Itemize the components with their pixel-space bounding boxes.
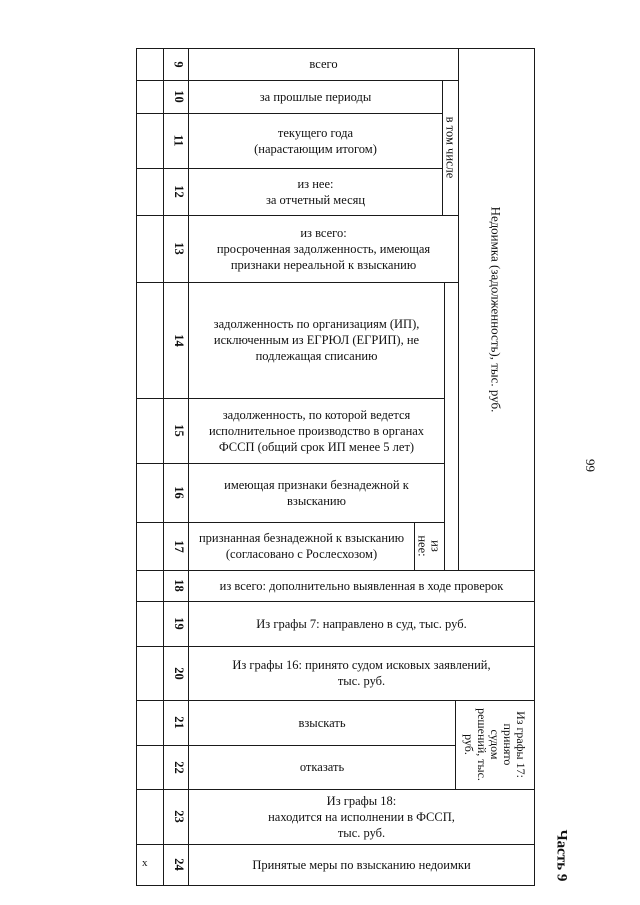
row-label: задолженность по организациям (ИП), исключенным из ЕГРЮЛ (ЕГРИП), не подлежащая списанию xyxy=(213,317,420,363)
row-number: 22 xyxy=(171,760,186,774)
row-number: 12 xyxy=(171,185,186,198)
row-number: 24 xyxy=(171,858,186,871)
group-label-nedoimka: Недоимка (задолженность), тыс. руб. xyxy=(488,206,504,412)
table-border-bottom xyxy=(136,885,535,886)
row-label: текущего года (нарастающим итогом) xyxy=(254,125,377,156)
table-border-left xyxy=(136,48,137,886)
row-number: 20 xyxy=(171,666,186,680)
row-label: из всего: дополнительно выявленная в ходе проверок xyxy=(219,578,504,593)
row-number: 17 xyxy=(171,539,186,553)
row-label: из нее: за отчетный месяц xyxy=(265,176,366,207)
row-label: Принятые меры по взысканию недоимки xyxy=(252,857,471,872)
row-number: 11 xyxy=(171,134,186,147)
x-mark: x xyxy=(142,857,148,869)
row-label: признанная безнадежной к взысканию (согласовано с Рослесхозом) xyxy=(198,531,405,561)
row-label: взыскать xyxy=(298,715,346,730)
row-number: 18 xyxy=(171,579,186,592)
row-number: 13 xyxy=(171,242,186,255)
page-number: 99 xyxy=(582,458,598,472)
row-label: имеющая признаки безнадежной к взысканию xyxy=(224,477,409,508)
row-label: Из графы 16: принято судом исковых заявлений, тыс. руб. xyxy=(232,658,491,688)
row-label: задолженность, по которой ведется исполнительное производство в органах ФССП (общий срок ИП менее 5 лет) xyxy=(208,407,425,454)
row-label: Из графы 7: направлено в суд, тыс. руб. xyxy=(256,616,467,631)
row-label: из всего: просроченная задолженность, имеющая признаки нереальной к взысканию xyxy=(216,225,431,272)
row-number: 21 xyxy=(171,716,186,729)
row-number: 14 xyxy=(171,333,186,347)
row-number: 19 xyxy=(171,617,186,630)
row-label: Из графы 18: находится на исполнении в ФССП, тыс. руб. xyxy=(268,793,455,840)
row-number: 16 xyxy=(171,486,186,499)
row-number: 15 xyxy=(171,424,186,437)
row-label: отказать xyxy=(299,760,345,774)
row-number: 23 xyxy=(171,810,186,823)
column-line xyxy=(444,282,445,570)
group-label-iz-grafy-17: Из графы 17: принято судом решений, тыс. руб. xyxy=(461,708,528,781)
table-border-right xyxy=(534,48,535,886)
row-label: за прошлые периоды xyxy=(259,89,372,104)
row-number: 9 xyxy=(171,60,186,68)
group-label-v-tom-chisle: в том числе xyxy=(443,116,458,179)
row-number: 10 xyxy=(171,90,186,103)
group-label-iz-nee: из нее: xyxy=(415,535,443,557)
row-label: всего xyxy=(309,57,338,71)
part-label: Часть 9 xyxy=(553,829,570,881)
